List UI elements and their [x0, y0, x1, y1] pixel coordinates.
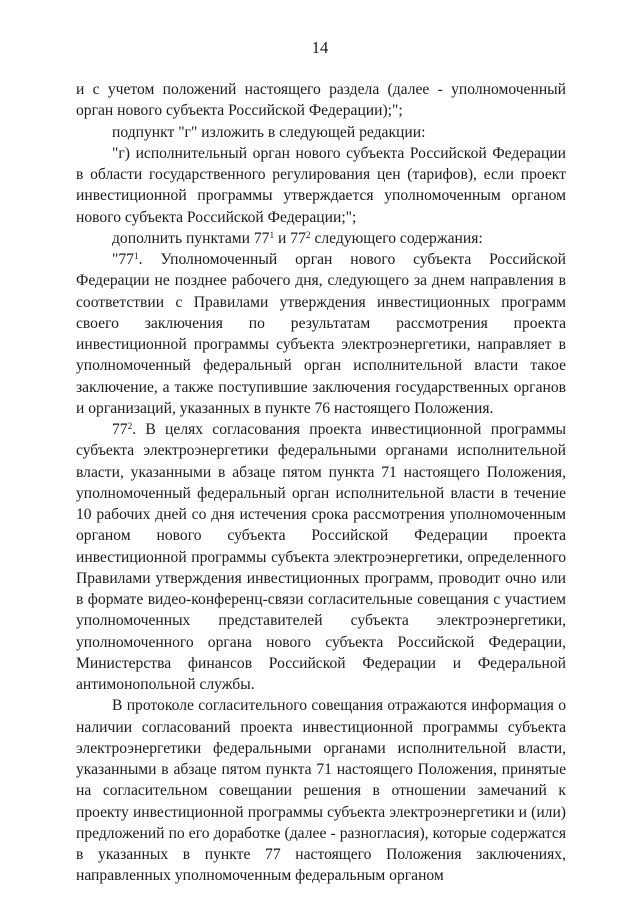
paragraph-add-points: дополнить пунктами $77^1$ и $77^2$ следующего содержания: [112, 229, 483, 247]
paragraph-subpoint-instruction: подпункт "г" изложить в следующей редакции: [112, 123, 426, 141]
document-body [76, 79, 566, 887]
paragraph-protocol: В протоколе согласительного совещания отражаются информация о наличии согласований проекта инвестиционной программы субъекта электроэнергетики федеральными органами исполнительной власти, указанными в абзаце пятом пункта 71 настоящего Положения, принятые на согласительном совещании решения в отношении замечаний к проекту инвестиционной программы субъекта электроэнергетики и (или) предложений по его доработке (далее - разногласия), которые содержатся в указанных в пункте 77 настоящего Положения заключениях, направленных уполномоченным федеральным органом [76, 697, 566, 885]
paragraph-point-77-2: $77^2$. В целях согласования проекта инвестиционной программы субъекта электроэнергетики федеральными органами исполнительной власти, указанными в абзаце пятом пункта 71 настоящего Положения, уполномоченный федеральный орган исполнительной власти в течение 10 рабочих дней со дня истечения срока рассмотрения уполномоченным органом нового субъекта Российской Федерации проекта инвестиционной программы субъекта электроэнергетики, определенного Правилами утверждения инвестиционных программ, проводит очно или в формате видео-конференц-связи согласительные совещания с участием уполномоченных представителей субъекта электроэнергетики, уполномоченного органа нового субъекта Российской Федерации, Министерства финансов Российской Федерации и Федеральной антимонопольной службы. [76, 421, 566, 693]
paragraph-continuation: и с учетом положений настоящего раздела (далее - уполномоченный орган нового субъекта Российской Федерации);"; [76, 81, 566, 120]
paragraph-subpoint-g: "г) исполнительный орган нового субъекта Российской Федерации в области государственного регулирования цен (тарифов), если проект инвестиционной программы утверждается уполномоченным органом нового субъекта Российской Федерации;"; [76, 144, 566, 226]
page-number: 14 [311, 38, 329, 57]
paragraph-point-77-1: "$77^1$. Уполномоченный орган нового субъекта Российской Федерации не позднее рабочего дня, следующего за днем направления в соответствии с Правилами утверждения инвестиционных программ своего заключения по результатам рассмотрения проекта инвестиционной программы субъекта электроэнергетики, направляет в уполномоченный федеральный орган исполнительной власти такое заключение, а также поступившие заключения государственных органов и организаций, указанных в пункте 76 настоящего Положения. [76, 251, 566, 417]
